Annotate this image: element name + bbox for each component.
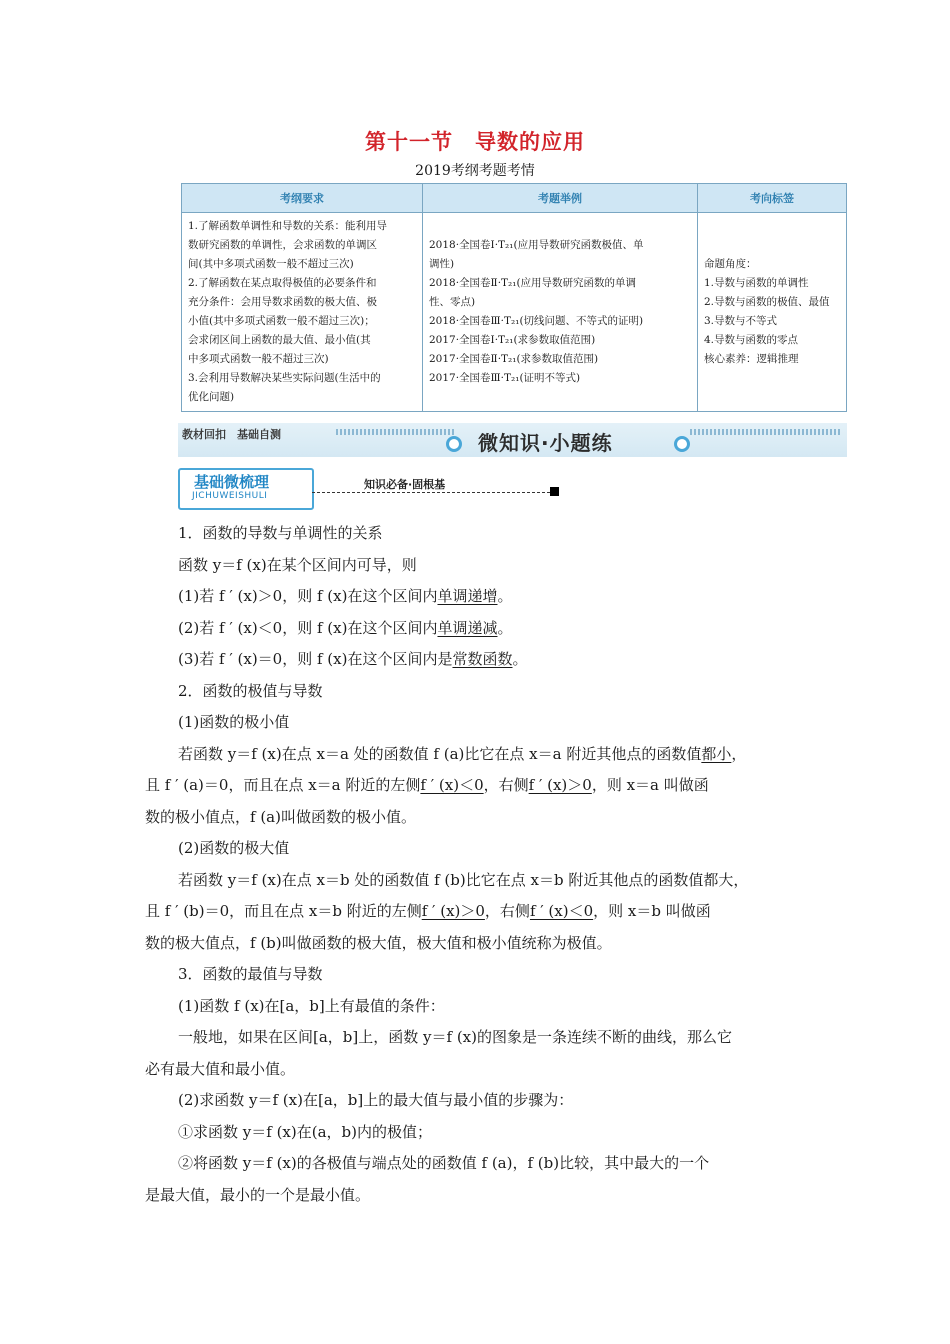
heading-1: 1．函数的导数与单调性的关系 — [178, 524, 383, 542]
req-line: 会求闭区间上函数的最大值、最小值(其 — [188, 334, 371, 346]
example-line: 2017·全国卷Ⅱ·T₂₁(求参数取值范围) — [429, 353, 599, 365]
section-badge — [178, 468, 314, 510]
paragraph: 数的极小值点，f (a)叫做函数的极小值。 — [145, 807, 416, 826]
req-line: 间(其中多项式函数一般不超过三次) — [188, 258, 354, 270]
blank-answer: f ′ (x)＞0 — [528, 776, 592, 794]
req-line: 充分条件：会用导数求函数的极大值、极 — [188, 296, 377, 308]
paragraph: 且 f ′ (b)＝0，而且在点 x＝b 附近的左侧f ′ (x)＞0，右侧f ′ (x)＜0，则 x＝b 叫做函 — [145, 902, 711, 920]
example-line: 2018·全国卷Ⅰ·T₂₁(应用导数研究函数极值、单 — [429, 239, 644, 251]
banner-ring-icon — [446, 436, 462, 452]
banner-ring-icon — [674, 436, 690, 452]
paragraph: 是最大值，最小的一个是最小值。 — [145, 1185, 371, 1204]
section-banner — [178, 423, 847, 457]
paragraph: (3)若 f ′ (x)＝0，则 f (x)在这个区间内是常数函数。 — [178, 650, 528, 668]
example-line: 2018·全国卷Ⅲ·T₂₁(切线问题、不等式的证明) — [429, 315, 644, 327]
req-line: 中多项式函数一般不超过三次) — [188, 353, 329, 365]
subheading: (1)函数的极小值 — [178, 713, 290, 731]
example-line: 调性) — [429, 258, 455, 270]
blank-answer: 都小 — [701, 744, 732, 763]
blank-answer: 单调递增 — [437, 587, 498, 605]
subheading: (2)函数的极大值 — [178, 839, 290, 857]
blank-answer: f ′ (x)＜0 — [529, 902, 594, 920]
section-header — [178, 468, 568, 508]
section-badge-pinyin: JICHUWEISHULI — [192, 491, 268, 501]
banner-dots-right — [690, 429, 840, 435]
examples-cell — [423, 213, 698, 412]
section-badge-title: 基础微梳理 — [194, 473, 270, 491]
paragraph: 若函数 y＝f (x)在点 x＝a 处的函数值 f (a)比它在点 x＝a 附近其他点的函数值都小， — [178, 744, 747, 763]
req-line: 3.会利用导数解决某些实际问题(生活中的 — [188, 372, 381, 384]
tags-cell — [698, 213, 847, 412]
paragraph: ①求函数 y＝f (x)在(a，b)内的极值； — [178, 1122, 432, 1141]
page-title: 第十一节 导数的应用 — [365, 130, 585, 154]
example-line: 2017·全国卷Ⅰ·T₂₁(求参数取值范围) — [429, 334, 596, 346]
paragraph: (1)若 f ′ (x)＞0，则 f (x)在这个区间内单调递增。 — [178, 587, 513, 605]
tag-line: 3.导数与不等式 — [704, 315, 778, 327]
paragraph: 必有最大值和最小值。 — [145, 1059, 296, 1078]
content-body — [145, 518, 810, 1211]
example-line: 2018·全国卷Ⅱ·T₂₁(应用导数研究函数的单调 — [429, 277, 637, 289]
paragraph: 数的极大值点，f (b)叫做函数的极大值，极大值和极小值统称为极值。 — [145, 933, 612, 952]
paragraph: 一般地，如果在区间[a，b]上，函数 y＝f (x)的图象是一条连续不断的曲线，那么它 — [178, 1028, 732, 1046]
paragraph: 且 f ′ (a)＝0，而且在点 x＝a 附近的左侧f ′ (x)＜0，右侧f ′ (x)＞0，则 x＝a 叫做函 — [145, 776, 709, 794]
example-line: 2017·全国卷Ⅲ·T₂₁(证明不等式) — [429, 372, 581, 384]
blank-answer: 常数函数 — [452, 650, 513, 668]
paragraph: (2)若 f ′ (x)＜0，则 f (x)在这个区间内单调递减。 — [178, 618, 513, 637]
tag-line: 2.导数与函数的极值、最值 — [704, 296, 830, 308]
page-subtitle: 2019考纲考题考情 — [415, 163, 535, 179]
banner-title: 微知识·小题练 — [478, 431, 613, 455]
req-line: 2.了解函数在某点取得极值的必要条件和 — [188, 277, 377, 289]
tag-line: 核心素养：逻辑推理 — [704, 353, 799, 365]
banner-dots-left — [336, 429, 454, 435]
section-divider — [312, 492, 550, 493]
banner-left-label: 教材回扣 基础自测 — [182, 428, 281, 441]
req-line: 1.了解函数单调性和导数的关系：能利用导 — [188, 220, 388, 232]
paragraph: ②将函数 y＝f (x)的各极值与端点处的函数值 f (a)，f (b)比较，其中最大的一个 — [178, 1154, 710, 1172]
subheading: (2)求函数 y＝f (x)在[a，b]上的最大值与最小值的步骤为： — [178, 1091, 574, 1109]
blank-answer: f ′ (x)＞0 — [421, 902, 485, 920]
exam-requirements-table — [181, 183, 847, 412]
paragraph: 函数 y＝f (x)在某个区间内可导，则 — [178, 555, 417, 574]
header-requirements: 考纲要求 — [182, 184, 423, 213]
subheading: (1)函数 f (x)在[a，b]上有最值的条件： — [178, 996, 445, 1015]
section-tag: 知识必备·固根基 — [364, 478, 446, 491]
heading-2: 2．函数的极值与导数 — [178, 681, 323, 700]
req-line: 优化问题) — [188, 391, 235, 403]
blank-answer: f ′ (x)＜0 — [420, 776, 484, 794]
paragraph: 若函数 y＝f (x)在点 x＝b 处的函数值 f (b)比它在点 x＝b 附近其他点的函数值都大， — [178, 870, 749, 889]
tag-line: 4.导数与函数的零点 — [704, 334, 799, 346]
blank-answer: 单调递减 — [437, 618, 498, 637]
example-line: 性、零点) — [429, 296, 476, 308]
req-line: 小值(其中多项式函数一般不超过三次)； — [188, 315, 375, 327]
heading-3: 3．函数的最值与导数 — [178, 965, 323, 983]
header-tags: 考向标签 — [698, 184, 847, 213]
tag-line: 1.导数与函数的单调性 — [704, 277, 809, 289]
square-icon — [550, 487, 559, 496]
tag-line: 命题角度： — [704, 258, 757, 270]
header-examples: 考题举例 — [423, 184, 698, 213]
requirements-cell — [182, 213, 423, 412]
req-line: 数研究函数的单调性，会求函数的单调区 — [188, 239, 377, 251]
